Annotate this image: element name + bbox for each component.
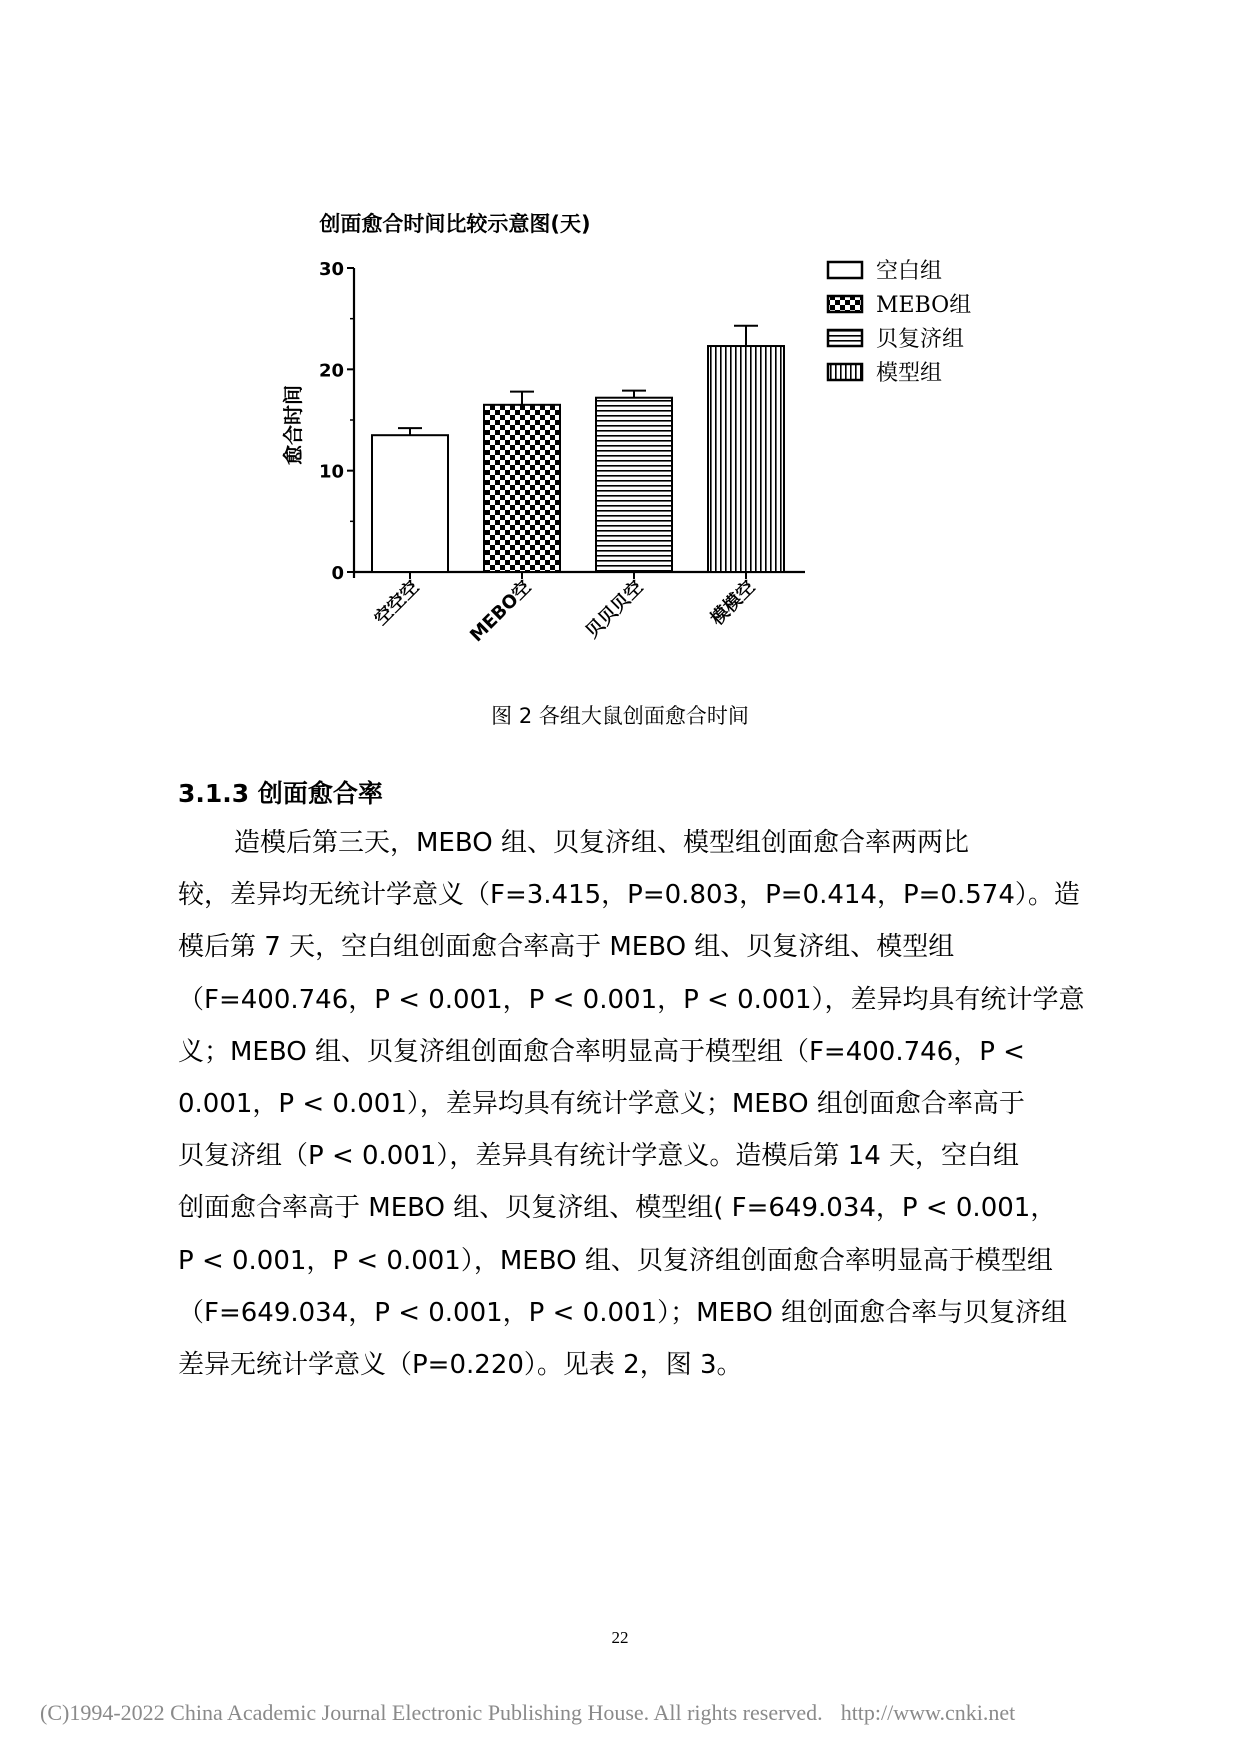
legend-swatch [828, 364, 862, 380]
bar-chart [270, 205, 1030, 675]
legend-entry: MEBO组 [876, 293, 972, 318]
figure-2-chart [270, 205, 1030, 675]
section-heading: 3.1.3 创面愈合率 [178, 779, 383, 808]
body-line: P < 0.001，P < 0.001），MEBO 组、贝复济组创面愈合率明显高于模型组 [178, 1245, 1053, 1276]
body-line: 义；MEBO 组、贝复济组创面愈合率明显高于模型组（F=400.746，P < [178, 1036, 1025, 1067]
legend-entry: 空白组 [876, 259, 943, 284]
body-paragraph [178, 817, 1095, 1391]
body-line: 创面愈合率高于 MEBO 组、贝复济组、模型组( F=649.034，P < 0.001， [178, 1193, 1057, 1224]
page-number: 22 [611, 1628, 629, 1647]
body-line: （F=400.746，P < 0.001，P < 0.001，P < 0.001），差异均具有统计学意 [178, 984, 1085, 1015]
bar [708, 346, 784, 572]
legend-swatch [828, 330, 862, 346]
footer-copyright [40, 1700, 1015, 1726]
legend-entry: 贝复济组 [876, 327, 965, 352]
footer-url: http://www.cnki.net [840, 1700, 1016, 1725]
y-tick-label: 0 [331, 563, 344, 584]
body-line: 模后第 7 天，空白组创面愈合率高于 MEBO 组、贝复济组、模型组 [178, 932, 955, 963]
body-line: 贝复济组（P < 0.001），差异具有统计学意义。造模后第 14 天，空白组 [178, 1141, 1020, 1172]
copyright-text: (C)1994-2022 China Academic Journal Electronic Publishing House. All rights reserved. [40, 1700, 823, 1725]
bar [484, 405, 560, 572]
bar [372, 435, 448, 572]
x-tick-label: MEBO空 [466, 576, 536, 647]
body-line: （F=649.034，P < 0.001，P < 0.001）；MEBO 组创面愈合率与贝复济组 [178, 1297, 1068, 1328]
x-tick-label: 空空空 [370, 576, 424, 630]
legend-entry: 模型组 [876, 361, 943, 386]
x-tick-label: 模模空 [706, 576, 760, 630]
chart-title: 创面愈合时间比较示意图(天) [319, 212, 591, 236]
legend-swatch [828, 296, 862, 312]
body-line: 0.001，P < 0.001），差异均具有统计学意义；MEBO 组创面愈合率高于 [178, 1088, 1025, 1119]
figure-caption: 图 2 各组大鼠创面愈合时间 [491, 704, 749, 728]
bar [596, 398, 672, 572]
x-tick-label: 贝贝贝空 [581, 576, 648, 643]
body-line: 差异无统计学意义（P=0.220）。见表 2，图 3。 [178, 1349, 743, 1380]
y-tick-label: 20 [318, 360, 344, 382]
y-axis-label: 愈合时间 [281, 385, 305, 465]
body-line: 造模后第三天，MEBO 组、贝复济组、模型组创面愈合率两两比 [234, 828, 969, 858]
y-tick-label: 30 [318, 259, 344, 280]
y-tick-label: 10 [318, 461, 344, 483]
legend-swatch [828, 262, 862, 278]
body-line: 较，差异均无统计学意义（F=3.415，P=0.803，P=0.414，P=0.574）。造 [178, 880, 1080, 911]
